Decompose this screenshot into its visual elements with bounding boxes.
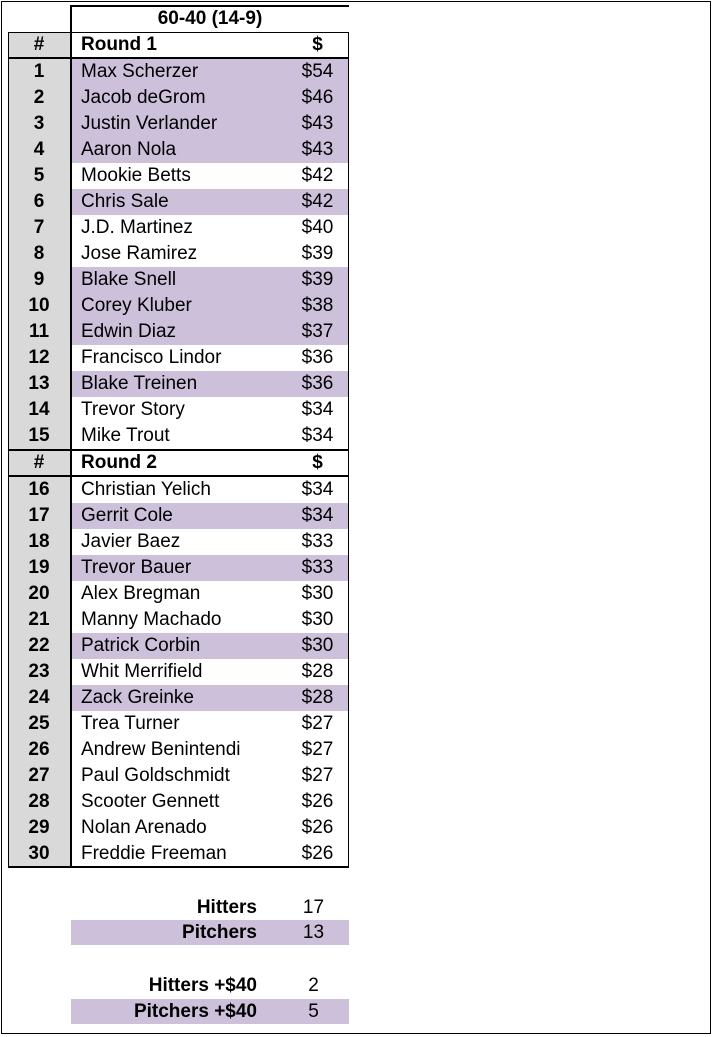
player-name: Alex Bregman <box>81 583 201 604</box>
table-row <box>8 397 349 423</box>
player-name: Mike Trout <box>81 425 170 446</box>
rank-number: 14 <box>28 399 50 420</box>
sheet-title: 60-40 (14-9) <box>71 5 349 32</box>
player-price: $30 <box>301 609 334 630</box>
player-price: $36 <box>286 371 349 397</box>
summary-value: 17 <box>302 897 325 918</box>
rank-number: 11 <box>28 321 50 342</box>
summary-label: Hitters <box>196 897 257 918</box>
summary-value: 2 <box>308 975 319 996</box>
rank-number: 10 <box>28 295 50 316</box>
summary-value: 5 <box>308 1001 319 1022</box>
player-price: $28 <box>301 661 334 682</box>
divider <box>70 5 72 867</box>
table-row <box>8 137 349 163</box>
rank-number: 6 <box>33 191 45 212</box>
table-row <box>8 85 349 111</box>
table-row <box>8 241 349 267</box>
player-name: Christian Yelich <box>81 479 211 500</box>
table-row <box>8 319 349 345</box>
player-name: Patrick Corbin <box>71 633 286 659</box>
player-name: Justin Verlander <box>71 111 286 137</box>
player-price: $30 <box>301 583 334 604</box>
player-name: Zack Greinke <box>71 685 286 711</box>
rank-number: 4 <box>33 139 45 160</box>
rank-number: 20 <box>28 583 50 604</box>
table-row <box>8 685 349 711</box>
table-row <box>8 555 349 581</box>
player-price: $28 <box>286 685 349 711</box>
price-column-header: $ <box>312 34 323 55</box>
rank-number: 21 <box>28 609 50 630</box>
player-price: $37 <box>286 319 349 345</box>
table-row <box>8 581 349 607</box>
player-price: $34 <box>301 399 334 420</box>
rank-number: 28 <box>28 791 50 812</box>
player-name: Corey Kluber <box>71 293 286 319</box>
player-name: Jacob deGrom <box>71 85 286 111</box>
rank-number: 27 <box>28 765 50 786</box>
rank-number: 18 <box>28 531 50 552</box>
player-name: Manny Machado <box>81 609 222 630</box>
rank-column-header: # <box>33 34 45 55</box>
player-name: Mookie Betts <box>81 165 191 186</box>
player-name: Freddie Freeman <box>81 843 227 864</box>
rank-column-header: # <box>33 452 45 473</box>
table-row <box>8 659 349 685</box>
player-name: Trevor Story <box>81 399 185 420</box>
table-row <box>8 633 349 659</box>
rank-number: 30 <box>28 843 50 864</box>
rank-number: 9 <box>33 269 45 290</box>
player-name: Whit Merrifield <box>81 661 203 682</box>
player-price: $26 <box>301 843 334 864</box>
table-row <box>8 477 349 503</box>
player-price: $39 <box>301 243 334 264</box>
player-name: Blake Snell <box>71 267 286 293</box>
table-row <box>8 215 349 241</box>
player-price: $43 <box>286 137 349 163</box>
rank-number: 16 <box>28 479 50 500</box>
rank-number: 15 <box>28 425 50 446</box>
rank-number: 7 <box>33 217 45 238</box>
table-row <box>8 345 349 371</box>
pitchers-summary <box>71 920 349 945</box>
player-price: $43 <box>286 111 349 137</box>
table-row <box>8 529 349 555</box>
divider <box>8 475 349 477</box>
table-row <box>8 789 349 815</box>
summary-value: 13 <box>302 922 325 943</box>
player-name: Aaron Nola <box>71 137 286 163</box>
table-row <box>8 111 349 137</box>
player-price: $40 <box>301 217 334 238</box>
player-price: $34 <box>301 425 334 446</box>
rank-number: 3 <box>33 113 45 134</box>
player-price: $27 <box>301 739 334 760</box>
round-header-row <box>8 450 349 476</box>
player-name: J.D. Martinez <box>81 217 193 238</box>
pitchers-over-40-summary <box>71 999 349 1024</box>
table-row <box>8 815 349 841</box>
player-price: $42 <box>301 165 334 186</box>
summary-label: Pitchers <box>182 922 257 943</box>
rank-number: 1 <box>33 61 45 82</box>
player-name: Max Scherzer <box>71 59 286 85</box>
table-row <box>8 737 349 763</box>
player-price: $33 <box>301 531 334 552</box>
rank-number: 17 <box>28 505 50 526</box>
player-price: $30 <box>286 633 349 659</box>
hitters-over-40-summary <box>71 973 349 998</box>
player-price: $27 <box>301 765 334 786</box>
player-price: $33 <box>286 555 349 581</box>
table-row <box>8 607 349 633</box>
divider <box>8 866 349 868</box>
rank-number: 12 <box>28 347 50 368</box>
player-name: Blake Treinen <box>71 371 286 397</box>
round-header-row <box>8 32 349 58</box>
table-row <box>8 293 349 319</box>
price-column-header: $ <box>312 452 323 473</box>
hitters-summary <box>71 895 349 920</box>
rank-number: 5 <box>33 165 45 186</box>
player-price: $34 <box>286 503 349 529</box>
player-price: $27 <box>301 713 334 734</box>
player-price: $26 <box>301 817 334 838</box>
table-row <box>8 163 349 189</box>
table-row <box>8 267 349 293</box>
divider <box>8 57 349 59</box>
player-price: $54 <box>286 59 349 85</box>
summary-label: Hitters +$40 <box>148 975 257 996</box>
summary-label: Pitchers +$40 <box>133 1001 257 1022</box>
table-row <box>8 711 349 737</box>
rank-number: 22 <box>28 635 50 656</box>
table-row <box>8 59 349 85</box>
rank-number: 8 <box>33 243 45 264</box>
player-name: Trea Turner <box>81 713 180 734</box>
player-price: $39 <box>286 267 349 293</box>
round-label: Round 1 <box>81 34 157 55</box>
player-name: Javier Baez <box>81 531 181 552</box>
rank-number: 24 <box>28 687 50 708</box>
player-price: $34 <box>301 479 334 500</box>
table-row <box>8 503 349 529</box>
table-row <box>8 763 349 789</box>
player-price: $42 <box>286 189 349 215</box>
player-price: $46 <box>286 85 349 111</box>
player-name: Scooter Gennett <box>81 791 220 812</box>
player-price: $26 <box>301 791 334 812</box>
table-row <box>8 841 349 867</box>
player-name: Andrew Benintendi <box>81 739 241 760</box>
rank-number: 13 <box>28 373 50 394</box>
rank-number: 25 <box>28 713 50 734</box>
player-name: Edwin Diaz <box>71 319 286 345</box>
table-row <box>8 371 349 397</box>
table-row <box>8 423 349 449</box>
rank-number: 2 <box>33 87 45 108</box>
table-row <box>8 189 349 215</box>
player-price: $36 <box>301 347 334 368</box>
player-name: Francisco Lindor <box>81 347 222 368</box>
player-price: $38 <box>286 293 349 319</box>
round-label: Round 2 <box>81 452 157 473</box>
rank-number: 23 <box>28 661 50 682</box>
rank-number: 26 <box>28 739 50 760</box>
player-name: Trevor Bauer <box>71 555 286 581</box>
rank-number: 29 <box>28 817 50 838</box>
divider <box>8 449 349 451</box>
rank-number: 19 <box>28 557 50 578</box>
divider <box>8 32 349 33</box>
player-name: Chris Sale <box>71 189 286 215</box>
player-name: Nolan Arenado <box>81 817 207 838</box>
player-name: Gerrit Cole <box>71 503 286 529</box>
player-name: Paul Goldschmidt <box>81 765 230 786</box>
player-name: Jose Ramirez <box>81 243 198 264</box>
